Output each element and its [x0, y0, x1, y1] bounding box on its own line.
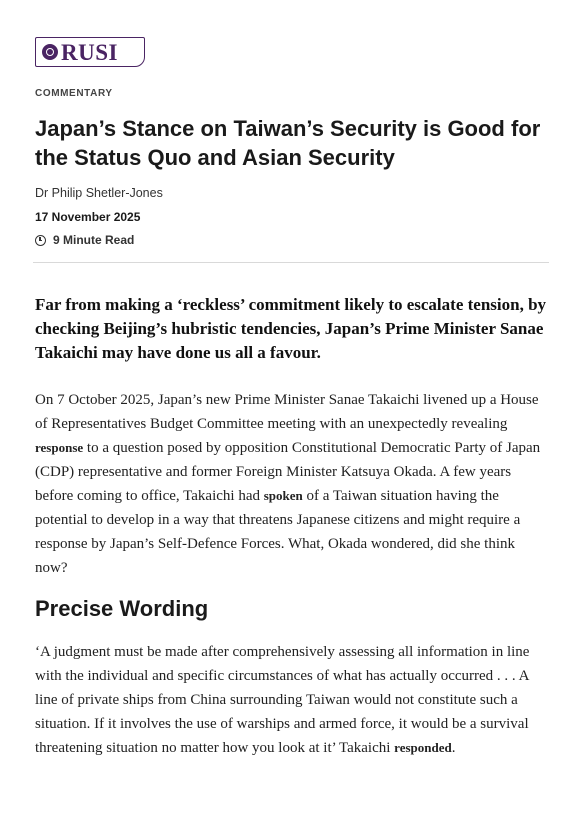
logo-text: RUSI [61, 39, 118, 65]
clock-icon [35, 235, 46, 246]
rusi-logo[interactable] [35, 37, 145, 67]
paragraph-text: of a Taiwan situation having the potential to develop in a way that threatens Japanese citizens and might require a response by Japan’s Self-Defence Forces. What, Okada wondered, did she think now? [35, 488, 521, 576]
article-category: COMMENTARY [35, 88, 113, 99]
body-paragraph [35, 640, 550, 760]
paragraph-text: to a question posed by opposition Constitutional Democratic Party of Japan (CDP) representative and former Foreign Minister Katsuya Okada. A few years before coming to office, Takaichi had [35, 440, 541, 504]
responded-link[interactable]: responded [394, 740, 452, 755]
paragraph-text: ‘A judgment must be made after comprehensively assessing all information in line with the individual and specific circumstances of what has actually occurred . . . A line of private ships from China surrounding Taiwan would not constitute such a situation. If it involves the use of warships and armed force, it would be a survival threatening situation no matter how you look at it’ Takaichi [35, 644, 530, 756]
article-title: Japan’s Stance on Taiwan’s Security is Good for the Status Quo and Asian Security [35, 116, 541, 170]
body-paragraph [35, 388, 550, 580]
paragraph-text: . [451, 740, 456, 756]
response-link[interactable]: response [35, 440, 84, 455]
article-standfirst: Far from making a ‘reckless’ commitment likely to escalate tension, by checking Beijing’s hubristic tendencies, Japan’s Prime Minister Sanae Takaichi may have done us all a favour. [35, 295, 547, 362]
paragraph-text: On 7 October 2025, Japan’s new Prime Minister Sanae Takaichi livened up a House of Representatives Budget Committee meeting with an unexpectedly revealing [35, 392, 539, 432]
spoken-link[interactable]: spoken [263, 488, 303, 503]
publish-date: 17 November 2025 [35, 210, 141, 224]
rusi-emblem-icon [42, 44, 58, 60]
read-time-label: 9 Minute Read [53, 233, 135, 247]
read-time [35, 233, 134, 247]
section-heading: Precise Wording [35, 596, 209, 621]
author-link[interactable]: Dr Philip Shetler-Jones [35, 186, 163, 200]
divider [33, 262, 549, 263]
